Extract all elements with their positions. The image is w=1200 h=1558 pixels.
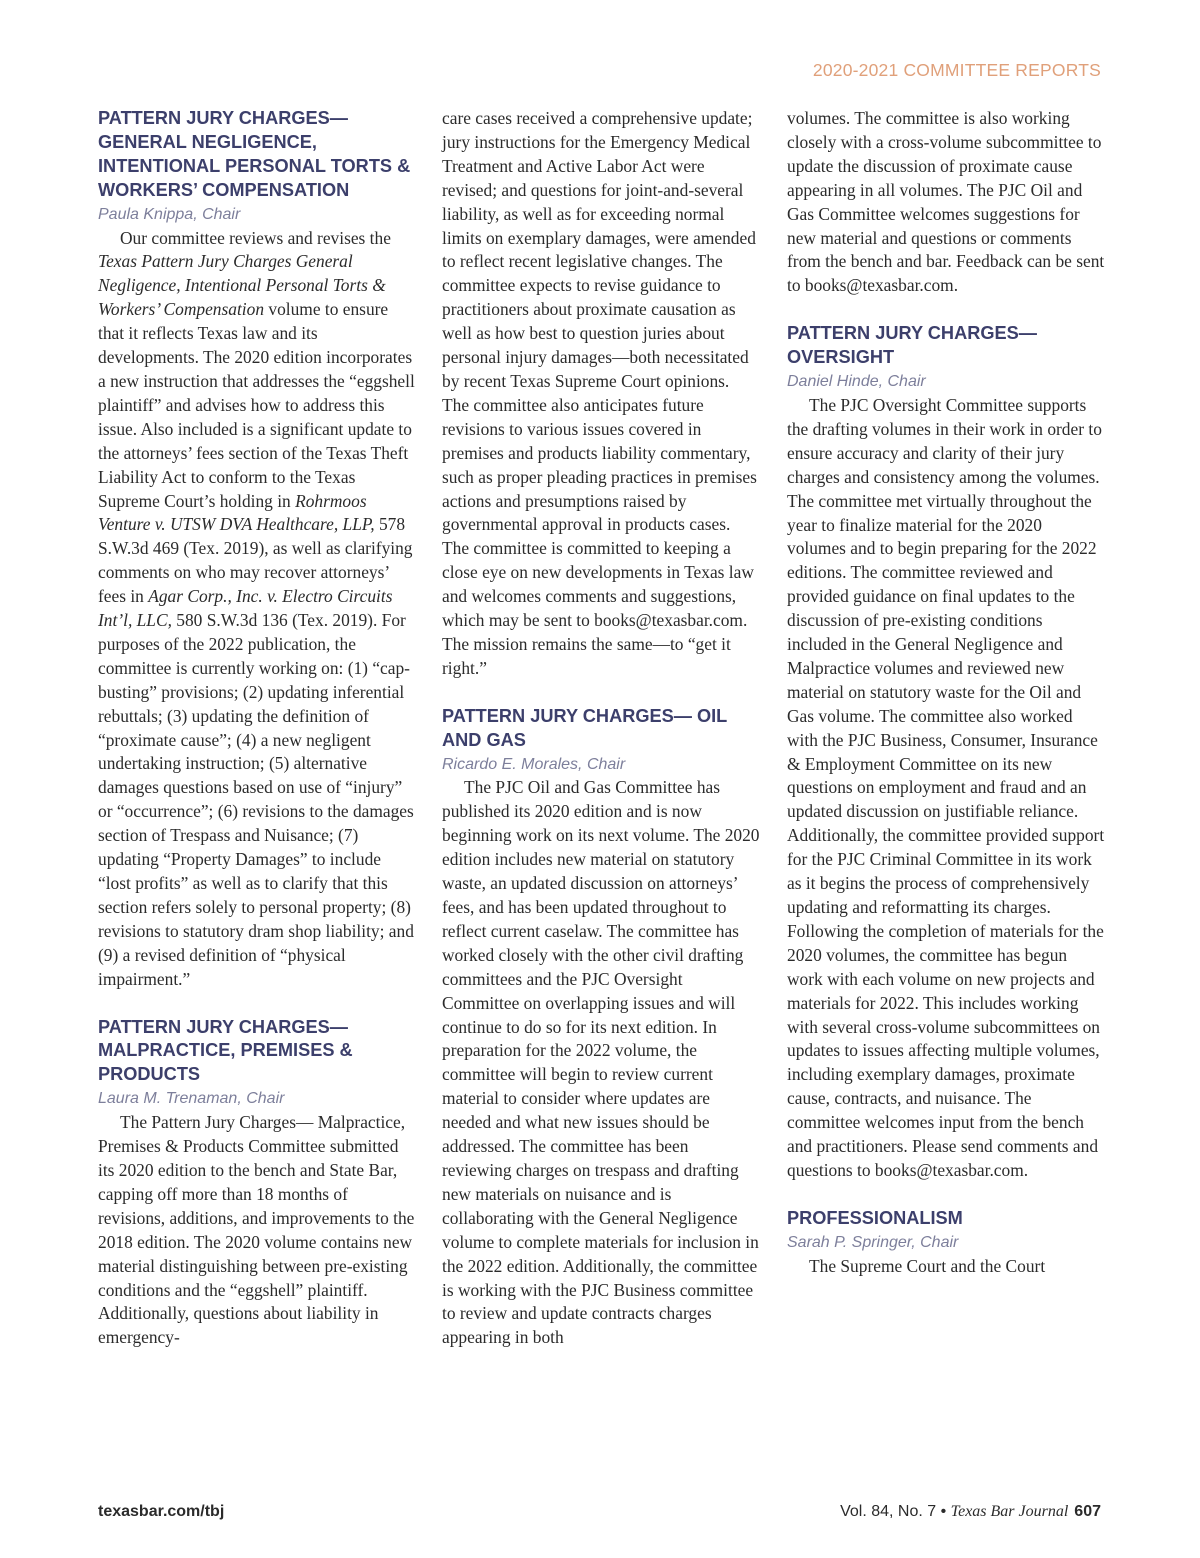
chair-name: Sarah P. Springer, Chair (787, 1233, 959, 1251)
chair-name: Paula Knippa, Chair (98, 205, 241, 223)
section-gap (787, 298, 1105, 322)
footer-volume: Vol. 84, No. 7 • (840, 1503, 951, 1520)
paragraph-malpractice-continued: care cases received a comprehensive update; jury instructions for the Emergency Medical Treatment and Active Labor Act were revised; and questions for joint-and-several liability, as well as for exceeding normal limits on exemplary damages, were amended to reflect recent legislative changes. The committee expects to revise guidance to practitioners about proximate causation as well as how best to question juries about personal injury damages—both necessitated by recent Texas Supreme Court opinions. The committee also anticipates future revisions to various issues covered in premises and products liability commentary, such as proper pleading practices in premises actions and presumptions raised by governmental approval in products cases. The committee is committed to keeping a close eye on new developments in Texas law and welcomes comments and suggestions, which may be sent to books@texasbar.com. The mission remains the same—to “get it right.” (442, 108, 757, 678)
section-heading-professionalism: PROFESSIONALISM (787, 1207, 963, 1228)
column-3 (787, 107, 1105, 1279)
column-2 (442, 107, 760, 1350)
section-gap (442, 681, 760, 705)
paragraph-general-negligence (98, 227, 416, 992)
paragraph-malpractice: The Pattern Jury Charges— Malpractice, Premises & Products Committee submitted its 2020 edition to the bench and State Bar, capping off more than 18 months of revisions, additions, and improvements to the 2018 edition. The 2020 volume contains new material distinguishing between pre-existing conditions and the “eggshell” plaintiff. Additionally, questions about liability in emergency- (98, 1112, 415, 1348)
footer-issue-info (840, 1503, 1101, 1521)
section-gap (787, 1183, 1105, 1207)
text-run: volume to ensure that it reflects Texas law and its developments. The 2020 edition incorporates a new instruction that addresses the “eggshell plaintiff” and advises how to address this issue. Also included is a significant update to the attorneys’ fees section of the Texas Theft Liability Act to conform to the Texas Supreme Court’s holding in (98, 299, 415, 511)
section-gap (98, 992, 416, 1016)
section-heading-oil-and-gas: PATTERN JURY CHARGES— OIL AND GAS (442, 705, 727, 750)
running-head: 2020-2021 COMMITTEE REPORTS (812, 60, 1101, 80)
footer-site-link[interactable]: texasbar.com/tbj (98, 1503, 225, 1520)
case-citation: Agar Corp., Inc. v. Electro Circuits Int’l, LLC, (98, 586, 393, 631)
text-run: Our committee reviews and revises the (120, 227, 391, 248)
section-heading-oversight: PATTERN JURY CHARGES— OVERSIGHT (787, 323, 1037, 368)
text-run: 578 S.W.3d 469 (Tex. 2019), as well as clarifying comments on who may recover attorneys’ fees in (98, 514, 413, 607)
page-number: 607 (1074, 1503, 1101, 1520)
section-heading-malpractice: PATTERN JURY CHARGES— MALPRACTICE, PREMISES & PRODUCTS (98, 1016, 353, 1085)
paragraph-oil-and-gas: The PJC Oil and Gas Committee has published its 2020 edition and is now beginning work on its next volume. The 2020 edition includes new material on statutory waste, an updated discussion on attorneys’ fees, and has been updated throughout to reflect current caselaw. The committee has worked closely with the other civil drafting committees and the PJC Oversight Committee on overlapping issues and will continue to do so for its next edition. In preparation for the 2022 volume, the committee will begin to review current material to consider where updates are needed and what new issues should be addressed. The committee has been reviewing charges on trespass and drafting new materials on nuisance and is collaborating with the General Negligence volume to complete materials for inclusion in the 2022 edition. Additionally, the committee is working with the PJC Business committee to review and update contracts charges appearing in both (442, 777, 760, 1348)
paragraph-professionalism: The Supreme Court and the Court (809, 1255, 1046, 1276)
chair-name: Ricardo E. Morales, Chair (442, 755, 626, 773)
italic-title: Texas Pattern Jury Charges General Negligence, Intentional Personal Torts & Workers’ Compensation (98, 251, 386, 320)
chair-name: Daniel Hinde, Chair (787, 373, 926, 391)
paragraph-oil-and-gas-continued: volumes. The committee is also working closely with a cross-volume subcommittee to update the discussion of proximate cause appearing in all volumes. The PJC Oil and Gas Committee welcomes suggestions for new material and questions or comments from the bench and bar. Feedback can be sent to books@texasbar.com. (787, 108, 1105, 296)
paragraph-oversight: The PJC Oversight Committee supports the drafting volumes in their work in order to ensure accuracy and clarity of their jury charges and consistency among the volumes. The committee met virtually throughout the year to finalize material for the 2020 volumes and to begin preparing for the 2022 editions. The committee reviewed and provided guidance on final updates to the discussion of pre-existing conditions included in the General Negligence and Malpractice volumes and reviewed new material on statutory waste for the Oil and Gas volume. The committee also worked with the PJC Business, Consumer, Insurance & Employment Committee on its new questions on employment and fraud and an updated discussion on justifiable reliance. Additionally, the committee provided support for the PJC Criminal Committee in its work as it begins the process of comprehensively updating and reformatting its charges. Following the completion of materials for the 2020 volumes, the committee has begun work with each volume on new projects and materials for 2022. This includes working with several cross-volume subcommittees on updates to issues affecting multiple volumes, including exemplary damages, proximate cause, contracts, and nuisance. The committee welcomes input from the bench and practitioners. Please send comments and questions to books@texasbar.com. (787, 394, 1105, 1180)
footer-journal-name: Texas Bar Journal (950, 1503, 1069, 1520)
column-1 (98, 107, 416, 1350)
chair-name: Laura M. Trenaman, Chair (98, 1090, 285, 1108)
section-heading-general-negligence: PATTERN JURY CHARGES— GENERAL NEGLIGENCE, INTENTIONAL PERSONAL TORTS & WORKERS’ COMPENSATION (98, 108, 411, 200)
case-citation: Rohrmoos Venture v. UTSW DVA Healthcare, LLP, (98, 490, 375, 535)
text-run: 580 S.W.3d 136 (Tex. 2019). For purposes of the 2022 publication, the committee is currently working on: (1) “cap-busting” provisions; (2) updating inferential rebuttals; (3) updating the definition of “proximate cause”; (4) a new negligent undertaking instruction; (5) alternative damages questions based on use of “injury” or “occurrence”; (6) revisions to the damages section of Trespass and Nuisance; (7) updating “Property Damages” to include “lost profits” as well as to clarify that this section refers solely to personal property; (8) revisions to statutory dram shop liability; and (9) a revised definition of “physical impairment.” (98, 610, 414, 989)
